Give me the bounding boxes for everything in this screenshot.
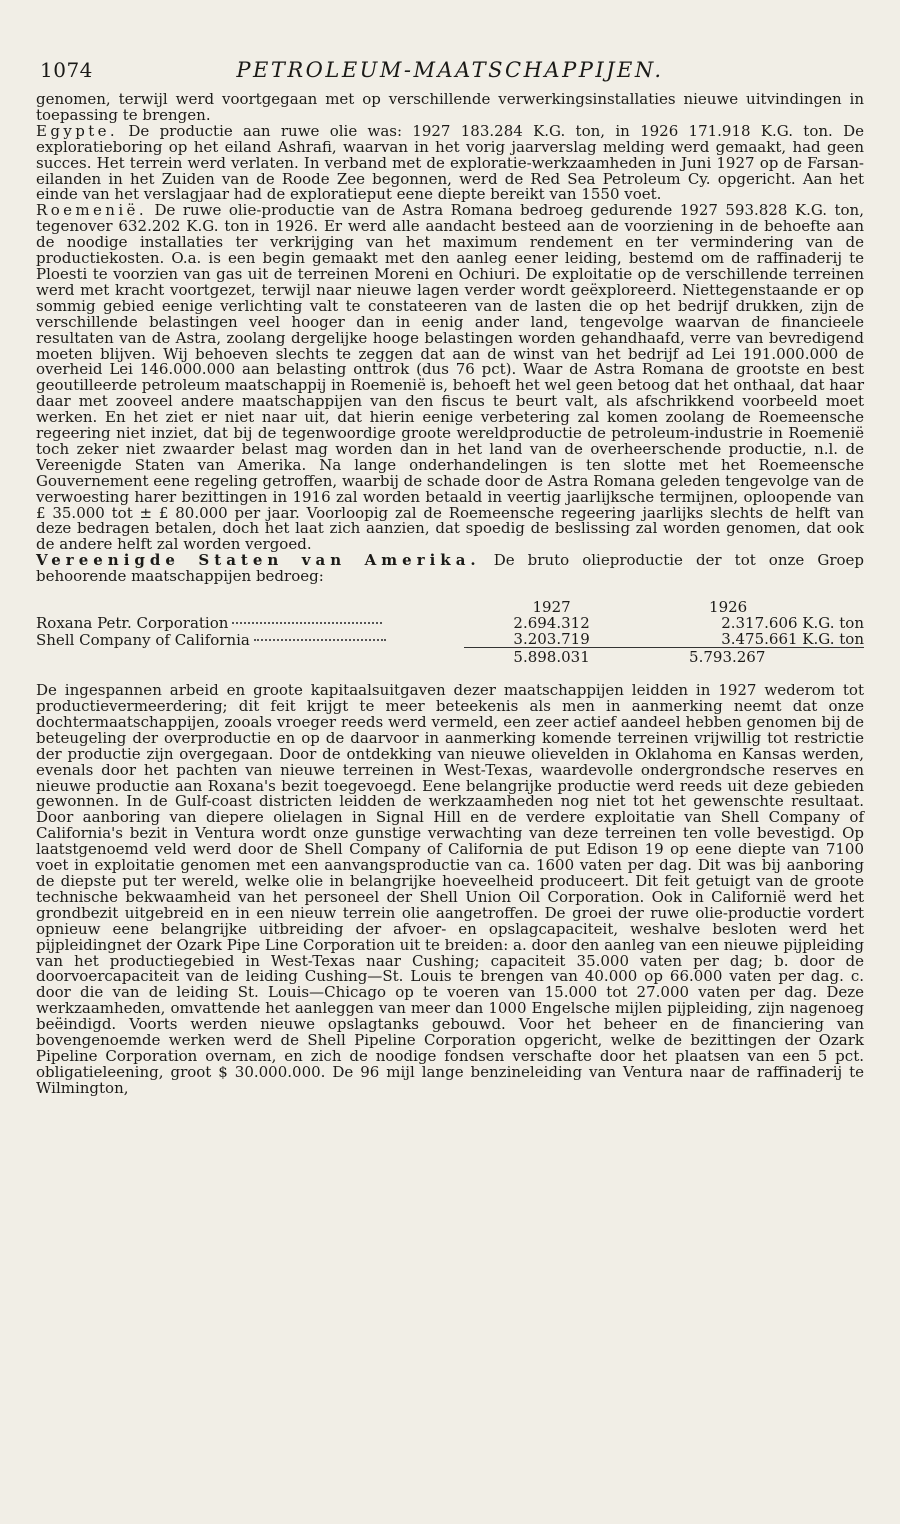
value-1926: 2.317.606 K.G. ton — [721, 614, 864, 633]
running-head: PETROLEUM-MAATSCHAPPIJEN. — [236, 58, 664, 82]
value-1927: 3.203.719 — [513, 630, 590, 649]
page-number: 1074 — [40, 58, 93, 82]
table-row — [36, 615, 864, 631]
production-table — [36, 599, 864, 665]
paragraph-text: genomen, terwijl werd voortgegaan met op verschillende verwerkingsinstallaties nieuwe uitvindingen in toepassing te brengen. — [36, 90, 864, 124]
company-name: Shell Company of California — [36, 630, 250, 649]
paragraph-text: De bruto olieproductie der tot onze Groep behoorende maatschappijen bedroeg: — [36, 551, 865, 586]
table-header-1927: 1927 — [532, 598, 571, 617]
company-name: Roxana Petr. Corporation — [36, 614, 229, 633]
page-header — [36, 52, 864, 92]
paragraph-text: De ruwe olie-productie van de Astra Romana bedroeg gedurende 1927 593.828 K.G. ton, tegenover 632.202 K.G. ton in 1926. Er werd alle aandacht besteed aan de voorziening in de behoefte aan de noodige installaties ter verkrijging van het maximum rendement en ter vermindering van de productiekosten. O.a. is een begin gemaakt met den aanleg eener leiding, bestemd om de raffinaderij te Ploesti te voorzien van gas uit de terreinen Moreni en Ochiuri. De exploitatie op de verschillende terreinen werd met kracht voortgezet, terwijl naar nieuwe lagen verder wordt geëxploreerd. Niettegenstaande er op sommig gebied eenige verlichting valt te constateeren van de lasten die op het bedrijf drukken, zijn de verschillende belastingen veel hooger dan in eenig ander land, tengevolge waarvan de financieele resultaten van de Astra, zoolang dergelijke hooge belastingen worden gehandhaafd, verre van bevredigend moeten blijven. Wij behoeven slechts te zeggen dat aan de winst van het bedrijf ad Lei 191.000.000 de overheid Lei 146.000.000 aan belasting onttrok (dus 76 pct). Waar de Astra Romana de grootste en best geoutilleerde petroleum maatschappij in Roemenië is, behoeft het wel geen betoog dat het onthaal, dat haar daar met zooveel andere maatschappijen van den fiscus te beurt valt, als afschrikkend voorbeeld moet werken. En het ziet er niet naar uit, dat hierin eenige verbetering zal komen zoolang de Roemeensche regeering niet inziet, dat bij de tegenwoordige groote wereldproductie de petroleum-industrie in Roemenië toch zeker niet zwaarder belast mag worden dan in het land van de overheerschende productie, n.l. de Vereenigde Staten van Amerika. Na lange onderhandelingen is ten slotte met het Roemeensche Gouvernement eene regeling getroffen, waarbij de schade door de Astra Romana geleden tengevolge van de verwoesting harer bezittingen in 1916 zal worden betaald in veertig jaarlijksche termijnen, oploopende van £ 35.000 tot ± £ 80.000 per jaar. Voorloopig zal de Roemeensche regeering jaarlijks slechts de helft van deze bedragen betalen, doch het laat zich aanzien, dat spoedig de beslissing zal worden genomen, dat ook de andere helft zal worden vergoed. — [36, 201, 864, 554]
total-1926: 5.793.267 — [689, 648, 766, 667]
paragraph-usa — [36, 553, 864, 585]
total-1927: 5.898.031 — [513, 648, 590, 667]
country-heading-romania: Roemenië. — [36, 201, 148, 220]
paragraph-romania — [36, 203, 864, 553]
table-header-1926: 1926 — [709, 598, 748, 617]
value-1926: 3.475.661 K.G. ton — [721, 630, 864, 649]
paragraph-text: De productie aan ruwe olie was: 1927 183.284 K.G. ton, in 1926 171.918 K.G. ton. De exploratieboring op het eiland Ashrafi, waarvan in het vorig jaarverslag melding werd gemaakt, had geen succes. Het terrein werd verlaten. In verband met de exploratie-werkzaamheden in Juni 1927 op de Farsan-eilanden in het Zuiden van de Roode Zee begonnen, werd de Red Sea Petroleum Cy. opgericht. Aan het einde van het verslagjaar had de exploratieput eene diepte bereikt van 1550 voet. — [36, 121, 864, 204]
country-heading-usa: Vereenigde Staten van Amerika. — [36, 551, 481, 570]
leader-dots — [254, 639, 386, 641]
paragraph-intro — [36, 92, 864, 124]
paragraph-egypt — [36, 121, 864, 204]
table-total-row — [36, 649, 864, 665]
leader-dots — [232, 622, 382, 624]
paragraph-closing: De ingespannen arbeid en groote kapitaalsuitgaven dezer maatschappijen leidden in 1927 wederom tot productievermeerdering; dit feit krijgt te meer beteekenis als men in aanmerking neemt dat onze dochtermaatschappijen, zooals vroeger reeds werd vermeld, een zeer actief aandeel hebben genomen bij de beteugeling der overproductie en op de daarvoor in aanmerking komende terreinen vrijwillig tot restrictie der productie zijn overgegaan. Door de ontdekking van nieuwe olievelden in Oklahoma en Kansas werden, evenals door het pachten van nieuwe terreinen in West-Texas, waardevolle ondergrondsche reserves en nieuwe productie aan Roxana's bezit toegevoegd. Eene belangrijke productie werd reeds uit deze gebieden gewonnen. In de Gulf-coast districten leidden de werkzaamheden nog niet tot het gewenschte resultaat. Door aanboring van diepere olielagen in Signal Hill en de verdere exploitatie van Shell Company of California's bezit in Ventura wordt onze gunstige verwachting van deze terreinen ten volle bevestigd. Op laatstgenoemd veld werd door de Shell Company of California de put Edison 19 op eene diepte van 7100 voet in exploitatie genomen met een aanvangsproductie van ca. 1600 vaten per dag. Dit was bij aanboring de diepste put ter wereld, welke olie in belangrijke hoeveelheid produceert. Dit feit getuigt van de groote technische bekwaamheid van het personeel der Shell Union Oil Corporation. Ook in Californië werd het grondbezit uitgebreid en in een nieuw terrein olie aangetroffen. De groei der ruwe olie-productie vordert opnieuw eene belangrijke uitbreiding der afvoer- en opslagcapaciteit, weshalve besloten werd het pijpleidingnet der Ozark Pipe Line Corporation uit te breiden: a. door den aanleg van een nieuwe pijpleiding van het productiegebied in West-Texas naar Cushing; capaciteit 35.000 vaten per dag; b. door de doorvoercapaciteit van de leiding Cushing—St. Louis te brengen van 40.000 op 66.000 vaten per dag. c. door die van de leiding St. Louis—Chicago op te voeren van 15.000 tot 27.000 vaten per dag. Deze werkzaamheden, omvattende het aanleggen van meer dan 1000 Engelsche mijlen pijpleiding, zijn nagenoeg beëindigd. Voorts werden nieuwe opslagtanks gebouwd. Voor het beheer en de financiering van bovengenoemde werken werd de Shell Pipeline Corporation opgericht, welke de bezittingen der Ozark Pipeline Corporation overnam, en zich de noodige fondsen verschafte door het plaatsen van een 5 pct. obligatieleening, groot $ 30.000.000. De 96 mijl lange benzineleiding van Ventura naar de raffinaderij te Wilmington, — [36, 681, 864, 1097]
table-header-row — [36, 599, 864, 615]
value-1927: 2.694.312 — [513, 614, 590, 633]
table-row — [36, 631, 864, 648]
country-heading-egypt: Egypte. — [36, 121, 119, 140]
body-text — [36, 92, 864, 1097]
